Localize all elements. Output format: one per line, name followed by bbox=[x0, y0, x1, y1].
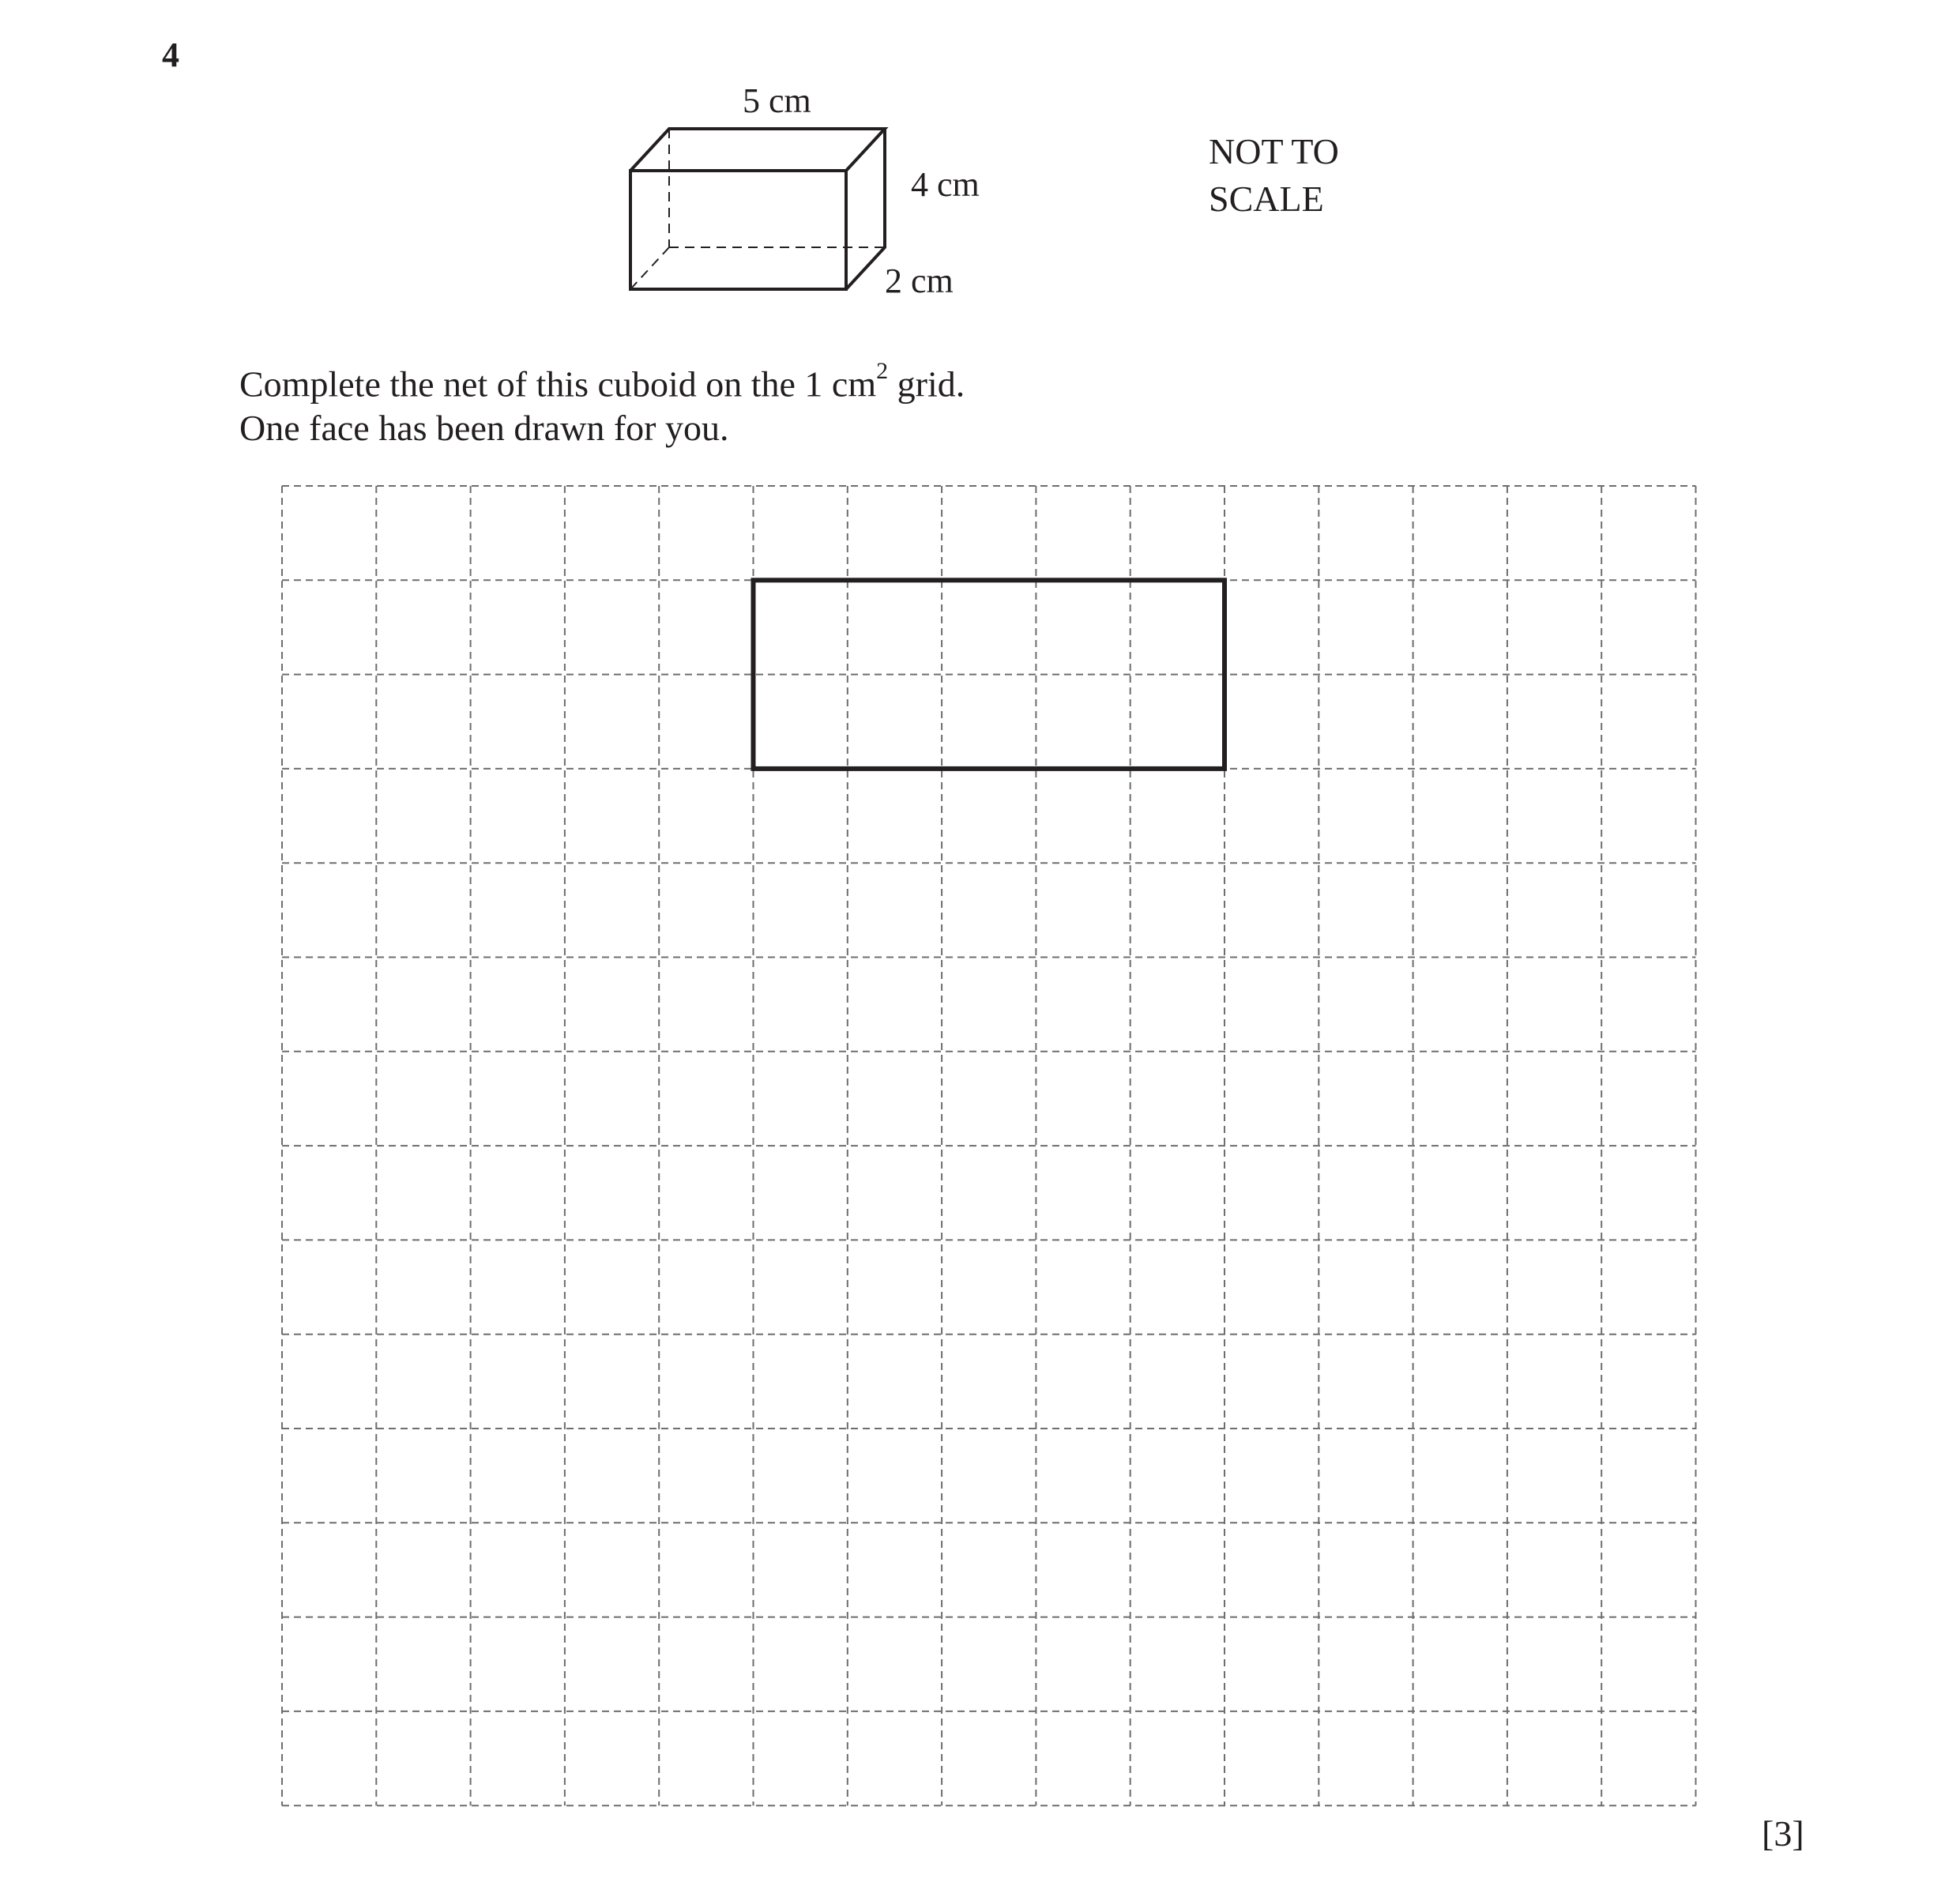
instruction-superscript: 2 bbox=[876, 358, 889, 384]
instruction-line-2: One face has been drawn for you. bbox=[239, 408, 729, 449]
instruction-line-1-end: grid. bbox=[888, 363, 965, 405]
not-to-scale-line-2: SCALE bbox=[1209, 179, 1324, 219]
grid-lines bbox=[282, 486, 1696, 1805]
marks-label: [3] bbox=[1762, 1813, 1804, 1854]
depth-label: 2 cm bbox=[885, 262, 954, 300]
not-to-scale-line-1: NOT TO bbox=[1209, 131, 1339, 171]
instruction-line-1-text: Complete the net of this cuboid on the 1 cm bbox=[239, 363, 877, 405]
length-label: 5 cm bbox=[743, 81, 811, 120]
height-label: 4 cm bbox=[911, 165, 980, 204]
question-number: 4 bbox=[162, 36, 179, 74]
